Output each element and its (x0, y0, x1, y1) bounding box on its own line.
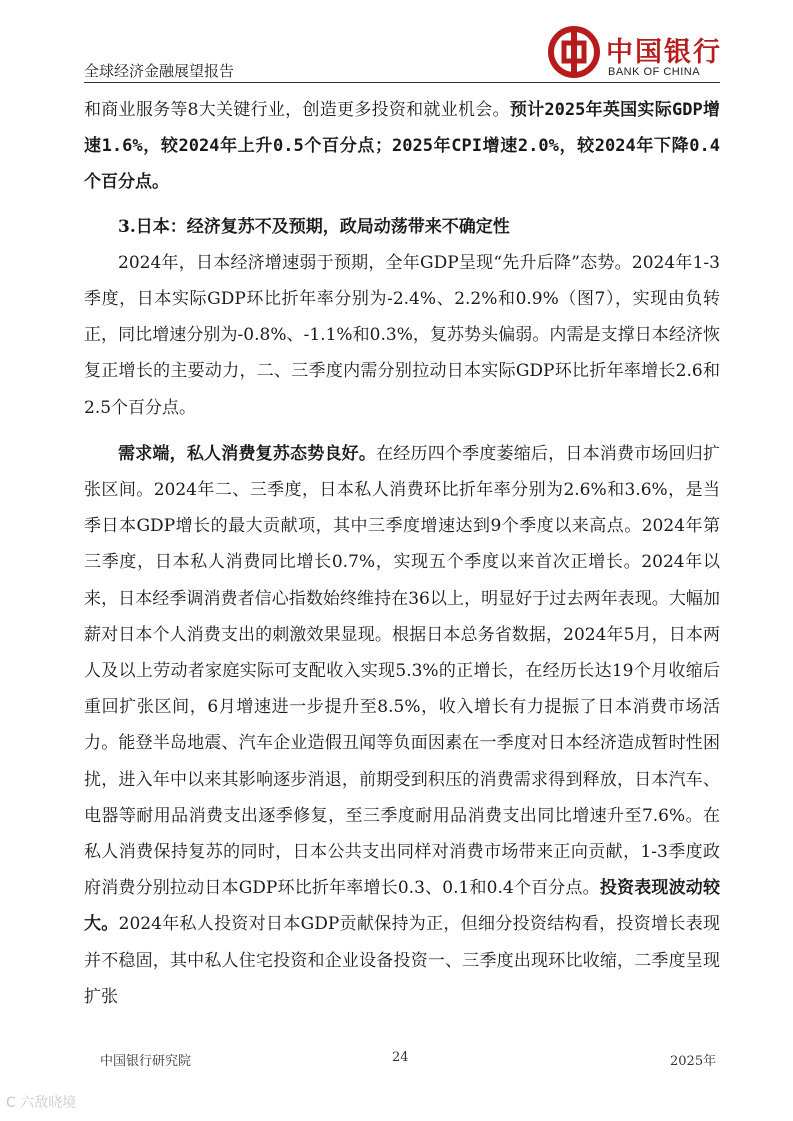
bank-logo (548, 20, 722, 82)
header-divider (84, 82, 720, 83)
logo-english-name: BANK OF CHINA (608, 66, 701, 78)
paragraph-japan-gdp: 2024年，日本经济增速弱于预期，全年GDP呈现“先升后降”态势。2024年1-3季度，日本实际GDP环比折年率分别为-2.4%、2.2%和0.9%（图7），实现由负转正，同比增速分别为-0.8%、-1.1%和0.3%，复苏势头偏弱。内需是支撑日本经济恢复正增长的主要动力，二、三季度内需分别拉动日本实际GDP环比折年率增长2.6和2.5个百分点。 (84, 252, 720, 418)
investment-body-text: 2024年私人投资对日本GDP贡献保持为正，但细分投资结构看，投资增长表现并不稳固，其中私人住宅投资和企业设备投资一、三季度出现环比收缩，二季度呈现扩张 (84, 914, 721, 1007)
page-number: 24 (392, 1050, 409, 1065)
consumption-body-text: 在经历四个季度萎缩后，日本消费市场回归扩张区间。2024年二、三季度，日本私人消费环比折年率分别为2.6%和3.6%，是当季日本GDP增长的最大贡献项，其中三季度增速达到9个季度以来高点。2024年第三季度，日本私人消费同比增长0.7%，实现五个季度以来首次正增长。2024年以来，日本经季调消费者信心指数始终维持在36以上，明显好于过去两年表现。大幅加薪对日本个人消费支出的刺激效果显现。根据日本总务省数据，2024年5月，日本两人及以上劳动者家庭实际可支配收入实现5.3%的正增长，在经历长达19个月收缩后重回扩张区间，6月增速进一步提升至8.5%，收入增长有力提振了日本消费市场活力。能登半岛地震、汽车企业造假丑闻等负面因素在一季度对日本经济造成暂时性困扰，进入年中以来其影响逐步消退，前期受到积压的消费需求得到释放，日本汽车、电器等耐用品消费支出逐季修复，至三季度耐用品消费支出同比增速升至7.6%。在私人消费保持复苏的同时，日本公共支出同样对消费市场带来正向贡献，1-3季度政府消费分别拉动日本GDP环比折年率增长0.3、0.1和0.4个百分点。 (84, 443, 721, 899)
paragraph-japan-consumption (84, 436, 720, 1015)
bank-of-china-emblem-icon (548, 26, 600, 78)
footer-institute: 中国银行研究院 (100, 1054, 192, 1069)
paragraph-uk-outlook (84, 92, 720, 201)
uk-industries-text: 和商业服务等8大关键行业，创造更多投资和就业机会。 (84, 100, 510, 120)
footer-year: 2025年 (670, 1054, 717, 1069)
logo-chinese-name: 中国银行 (606, 37, 722, 68)
uk-forecast-text: 预计2025年英国实际GDP增速1.6%，较2024年上升0.5个百分点；2025年CPI增速2.0%，较2024年下降0.4个百分点。 (84, 100, 720, 193)
watermark: C 六敌晓境 (6, 1095, 77, 1111)
section-heading-japan: 3.日本：经济复苏不及预期，政局动荡带来不确定性 (118, 216, 510, 237)
page-body (84, 92, 720, 1015)
consumption-lead-text: 需求端，私人消费复苏态势良好。 (118, 443, 377, 464)
investment-lead-text: 投资表现波动较大。 (84, 878, 720, 935)
report-title: 全球经济金融展望报告 (84, 62, 235, 80)
